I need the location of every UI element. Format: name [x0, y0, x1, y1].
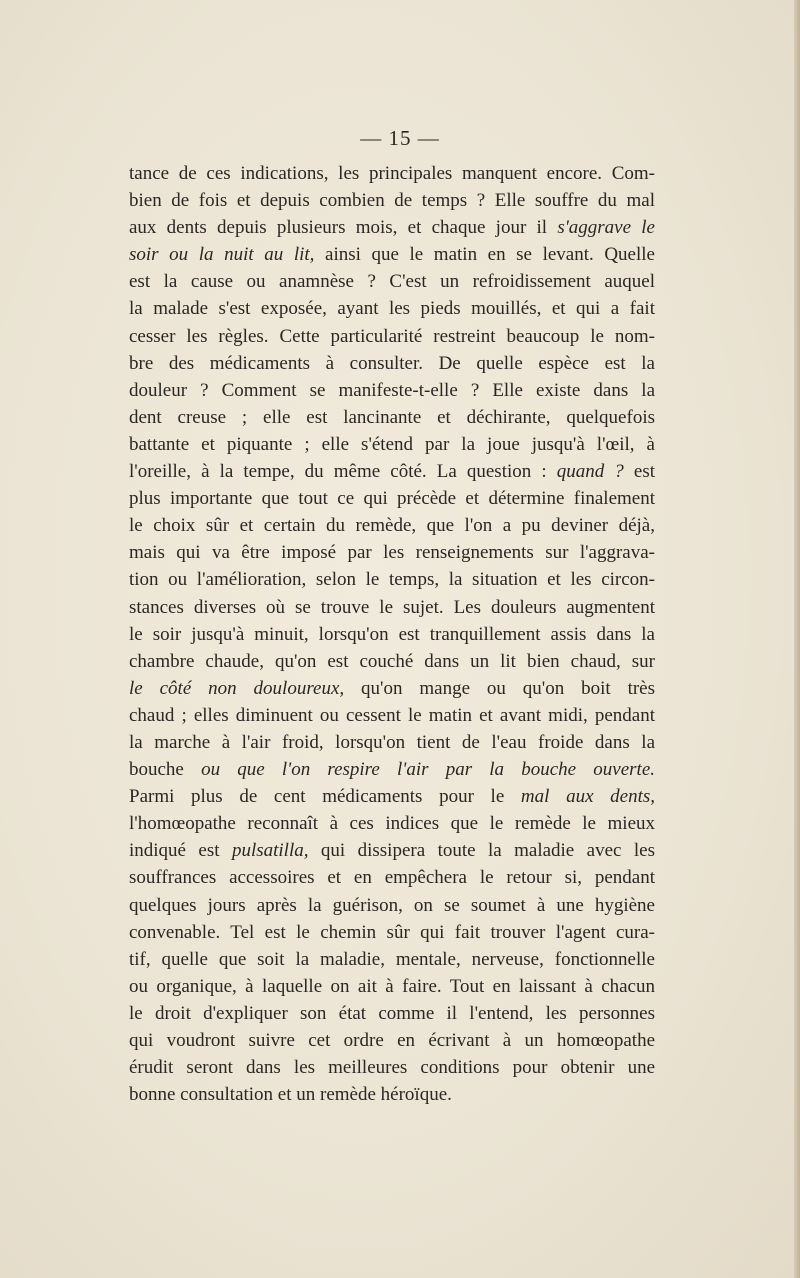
text-line: bre des médicaments à consulter. De quelle espèce est la: [129, 352, 655, 374]
text-line: l'oreille, à la tempe, du même côté. La question : quand ? est: [129, 461, 656, 483]
text-line: qui voudront suivre cet ordre en écrivant à un homœopathe: [129, 1030, 655, 1051]
page-number: — 15 —: [360, 126, 440, 150]
text-line: douleur ? Comment se manifeste-t-elle ? Elle existe dans la: [129, 379, 655, 401]
text-line: la malade s'est exposée, ayant les pieds mouillés, et qui a fait: [129, 298, 655, 320]
text-line: tif, quelle que soit la maladie, mentale, nerveuse, fonctionnelle: [129, 948, 655, 970]
text-line: chambre chaude, qu'on est couché dans un lit bien chaud, sur: [129, 650, 655, 672]
body-text: [129, 160, 655, 1108]
text-line: bouche ou que l'on respire l'air par la bouche ouverte.: [129, 759, 656, 781]
text-line: quelques jours après la guérison, on se soumet à une hygiène: [129, 894, 655, 916]
text-line: battante et piquante ; elle s'étend par la joue jusqu'à l'œil, à: [129, 433, 655, 455]
text-line: chaud ; elles diminuent ou cessent le matin et avant midi, pendant: [129, 704, 655, 726]
text-line: le côté non douloureux, qu'on mange ou qu'on boit très: [129, 677, 655, 699]
text-line: bonne consultation et un remède héroïque.: [129, 1084, 452, 1106]
text-line: érudit seront dans les meilleures conditions pour obtenir une: [129, 1057, 655, 1079]
text-line: mais qui va être imposé par les renseignements sur l'aggrava-: [129, 542, 655, 564]
text-line: la marche à l'air froid, lorsqu'on tient de l'eau froide dans la: [129, 731, 655, 753]
text-line: soir ou la nuit au lit, ainsi que le matin en se levant. Quelle: [129, 244, 655, 266]
text-line: stances diverses où se trouve le sujet. Les douleurs augmentent: [129, 596, 655, 618]
text-line: tance de ces indications, les principales manquent encore. Com-: [129, 163, 655, 184]
text-line: le choix sûr et certain du remède, que l'on a pu deviner déjà,: [129, 515, 655, 537]
text-line: souffrances accessoires et en empêchera le retour si, pendant: [129, 867, 655, 889]
text-line: aux dents depuis plusieurs mois, et chaque jour il s'aggrave le: [129, 217, 655, 239]
text-line: Parmi plus de cent médicaments pour le mal aux dents,: [129, 786, 655, 808]
text-line: tion ou l'amélioration, selon le temps, la situation et les circon-: [129, 569, 655, 591]
page-edge: [794, 0, 800, 1278]
text-line: le droit d'expliquer son état comme il l'entend, les personnes: [129, 1002, 655, 1024]
text-line: plus importante que tout ce qui précède et détermine finalement: [129, 488, 655, 510]
text-line: est la cause ou anamnèse ? C'est un refroidissement auquel: [129, 271, 655, 293]
text-line: cesser les règles. Cette particularité restreint beaucoup le nom-: [129, 325, 655, 347]
text-line: dent creuse ; elle est lancinante et déchirante, quelquefois: [129, 406, 655, 428]
text-line: convenable. Tel est le chemin sûr qui fait trouver l'agent cura-: [129, 921, 655, 943]
text-line: l'homœopathe reconnaît à ces indices que le remède le mieux: [129, 813, 655, 835]
text-line: le soir jusqu'à minuit, lorsqu'on est tranquillement assis dans la: [129, 623, 655, 645]
text-line: ou organique, à laquelle on ait à faire. Tout en laissant à chacun: [129, 975, 655, 997]
text-line: bien de fois et depuis combien de temps ? Elle souffre du mal: [129, 190, 655, 212]
text-line: indiqué est pulsatilla, qui dissipera toute la maladie avec les: [129, 840, 655, 862]
